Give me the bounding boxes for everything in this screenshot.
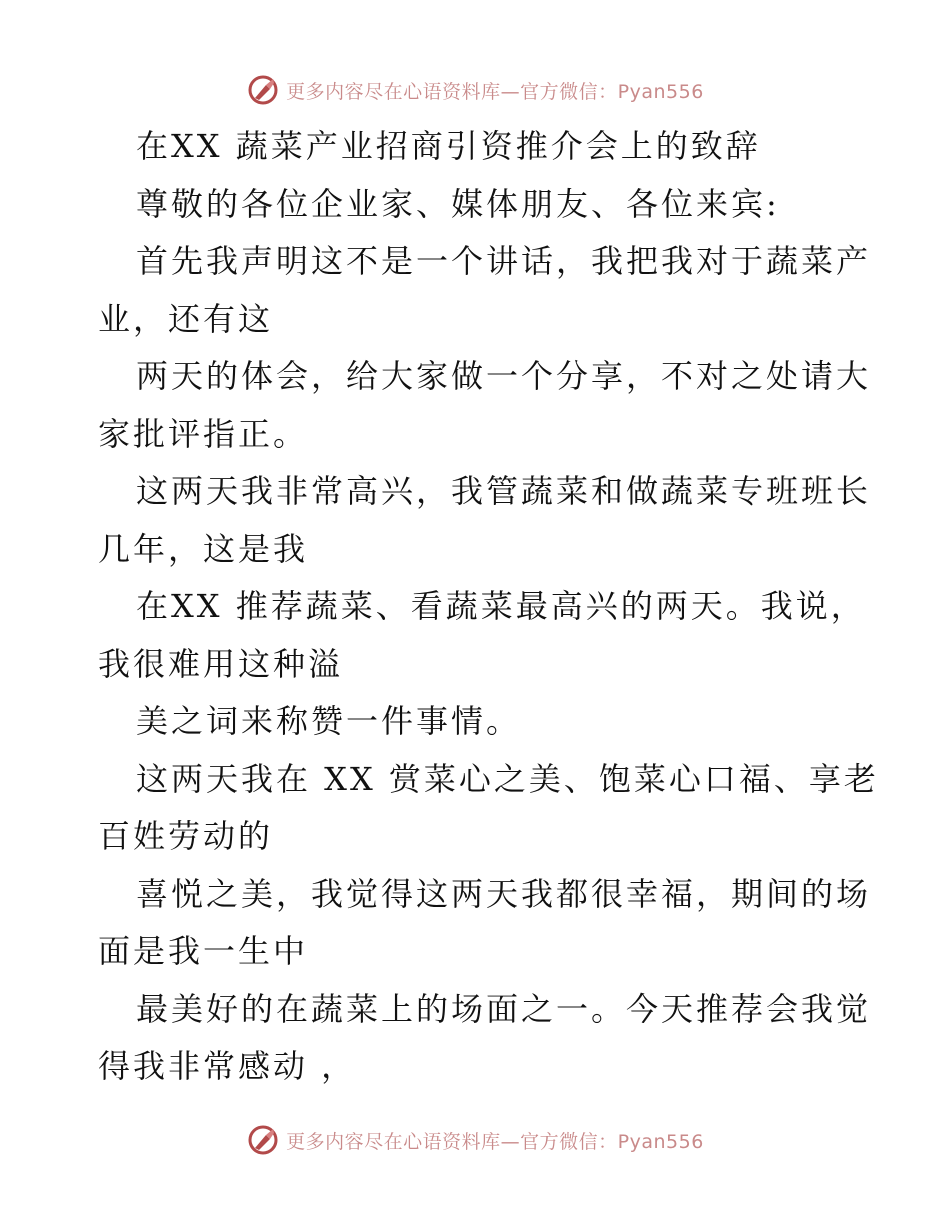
text-line: 这两天我非常高兴，我管蔬菜和做蔬菜专班班长: [136, 472, 872, 510]
text-line: 我很难用这种溢: [98, 644, 344, 683]
text-line: 首先我声明这不是一个讲话，我把我对于蔬菜产: [136, 242, 872, 280]
text-line: 最美好的在蔬菜上的场面之一。今天推荐会我觉: [136, 989, 872, 1028]
text-line: 业，还有这: [98, 299, 274, 338]
document-title: 在XX 蔬菜产业招商引资推介会上的致辞: [136, 127, 761, 165]
document-body: [98, 118, 879, 1096]
watermark-text: 更多内容尽在心语资料库—官方微信：Pyan556: [286, 1130, 704, 1153]
pen-nib-circle-icon: [246, 73, 280, 107]
text-line: 得我非常感动 ，: [98, 1047, 357, 1085]
text-line: 家批评指正。: [98, 414, 309, 453]
text-line: 两天的体会，给大家做一个分享，不对之处请大: [136, 357, 872, 395]
watermark-text: 更多内容尽在心语资料库—官方微信：Pyan556: [286, 80, 704, 103]
text-line: 这两天我在 XX 赏菜心之美、饱菜心口福、享老: [136, 759, 879, 798]
text-line: 喜悦之美，我觉得这两天我都很幸福，期间的场: [136, 874, 872, 913]
salutation: 尊敬的各位企业家、媒体朋友、各位来宾:: [136, 184, 780, 223]
text-line: 面是我一生中: [98, 932, 309, 970]
footer-watermark: [0, 1120, 950, 1160]
footer-watermark-inner: [246, 1123, 704, 1157]
pen-nib-circle-icon: [246, 1123, 280, 1157]
text-line: 百姓劳动的: [98, 817, 274, 855]
text-line: 几年，这是我: [98, 529, 309, 568]
header-watermark-inner: [246, 73, 704, 107]
text-line: 在XX 推荐蔬菜、看蔬菜最高兴的两天。我说，: [136, 587, 866, 625]
header-watermark: [0, 70, 950, 110]
text-line: 美之词来称赞一件事情。: [136, 702, 522, 740]
